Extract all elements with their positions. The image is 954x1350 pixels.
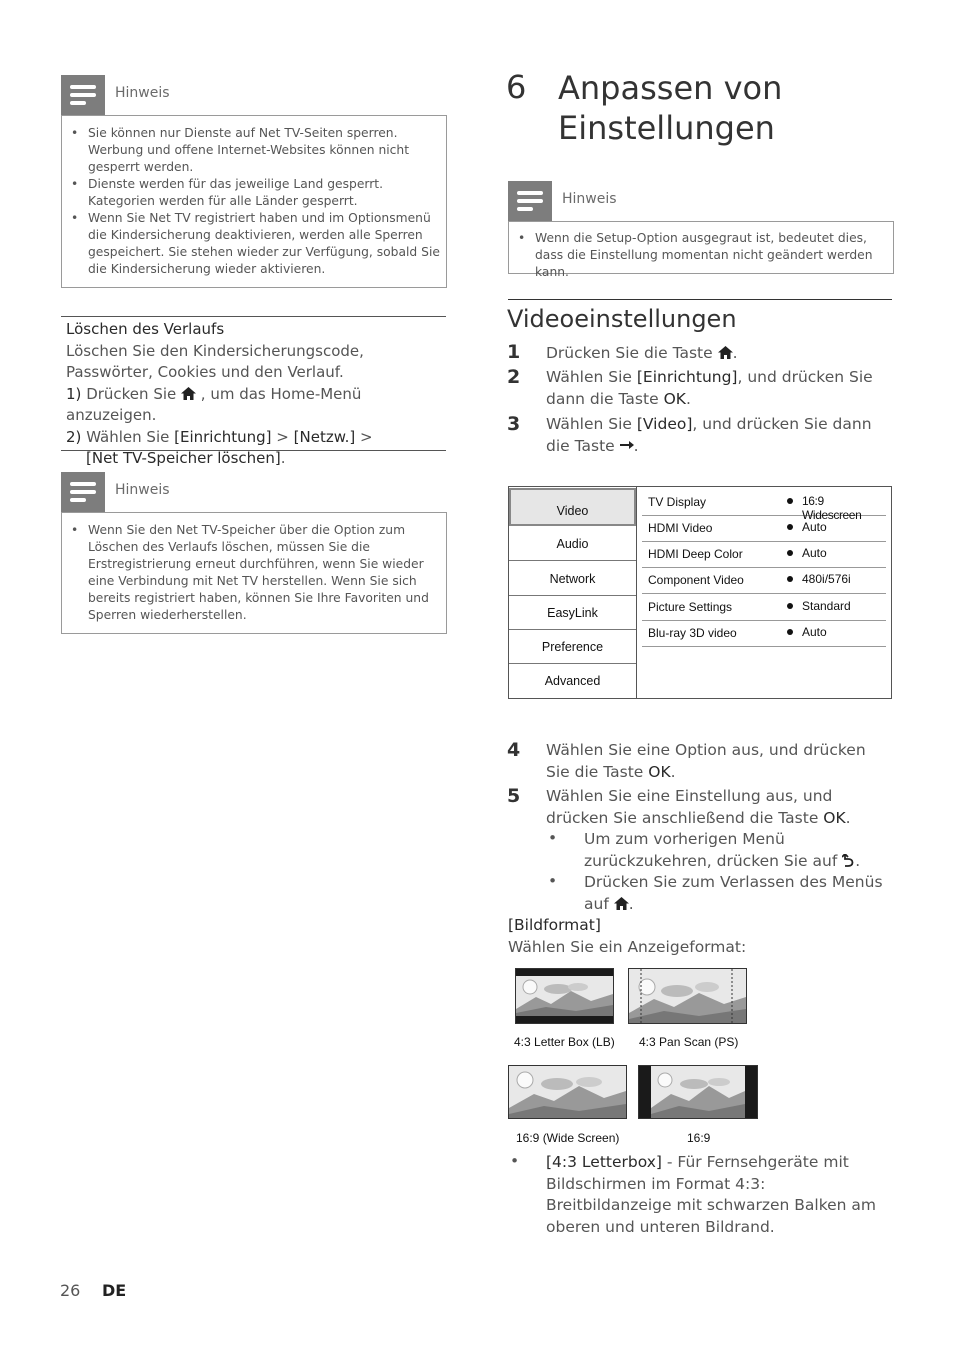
menu-row: Component Video 480i/576i	[642, 567, 886, 594]
step-text: Wählen Sie eine Option aus, und drücken Sie die Taste OK.	[546, 741, 866, 781]
history-desc: Löschen Sie den Kindersicherungscode, Passwörter, Cookies und den Verlauf.	[66, 341, 364, 381]
step-text: Drücken Sie die Taste .	[546, 344, 738, 362]
menu-category-list	[509, 487, 637, 698]
step-number: 5	[507, 785, 521, 807]
step-number: 4	[507, 739, 521, 761]
note-label: Hinweis	[115, 85, 170, 101]
aspect-label: 4:3 Letter Box (LB)	[514, 1035, 615, 1049]
note-bullet: • Dienste werden für das jeweilige Land gesperrt. Kategorien werden für alle Länder gesperrt.	[62, 176, 440, 210]
menu-item-easylink: EasyLink	[509, 596, 636, 630]
right-arrow-icon	[620, 437, 634, 455]
menu-row: Blu-ray 3D video Auto	[642, 620, 886, 647]
aspect-panscan-image	[628, 968, 747, 1024]
note-bullet: • Sie können nur Dienste auf Net TV-Seiten sperren. Werbung und offene Internet-Websites können nicht gesperrt werden.	[62, 125, 440, 176]
section-rule	[61, 450, 446, 451]
aspect-169-image	[638, 1065, 758, 1119]
history-section	[66, 319, 446, 470]
note-icon	[508, 181, 552, 221]
page-number: 26	[60, 1281, 81, 1300]
menu-row: HDMI Video Auto	[642, 515, 886, 542]
note-box	[61, 115, 447, 288]
bildformat-desc: Wählen Sie ein Anzeigeformat:	[508, 937, 747, 956]
sub-bullet: •	[548, 829, 558, 847]
step-number: 1	[507, 341, 521, 363]
note-header	[61, 472, 447, 512]
bullet-icon	[787, 550, 793, 556]
note-label: Hinweis	[115, 482, 170, 498]
menu-item-preference: Preference	[509, 630, 636, 664]
menu-item-video: Video	[509, 488, 636, 526]
step-number: 3	[507, 413, 521, 435]
bullet: •	[510, 1152, 520, 1170]
note-label: Hinweis	[562, 191, 617, 207]
note-bullet: • Wenn die Setup-Option ausgegraut ist, bedeutet dies, dass die Einstellung momentan nicht geändert werden kann.	[509, 230, 885, 281]
menu-row: HDMI Deep Color Auto	[642, 541, 886, 568]
menu-item-audio: Audio	[509, 527, 636, 561]
menu-row: Picture Settings Standard	[642, 594, 886, 621]
bildformat-section	[508, 915, 892, 958]
note-icon	[61, 472, 105, 512]
home-icon	[718, 344, 733, 362]
back-icon	[842, 852, 855, 870]
chapter-title: Anpassen von Einstellungen	[558, 69, 783, 147]
sub-bullet-text: Drücken Sie zum Verlassen des Menüs auf .	[584, 873, 883, 913]
note-bullet: • Wenn Sie den Net TV-Speicher über die Option zum Löschen des Verlaufs löschen, müssen Sie die Erstregistrierung erneut durchführen, wenn Sie wieder eine Verbindung mit Net TV herstellen. Wenn Sie sich bereits registriert haben, können Sie Ihre Favoriten und Sperren wiederherstellen.	[62, 522, 436, 624]
menu-item-advanced: Advanced	[544, 674, 601, 688]
sub-bullet-text: Um zum vorherigen Menü zurückzukehren, drücken Sie auf .	[584, 830, 861, 870]
bildformat-title: [Bildformat]	[508, 916, 601, 934]
note-box	[61, 512, 447, 634]
sub-bullet: •	[548, 872, 558, 890]
aspect-label: 16:9	[687, 1131, 711, 1145]
note-box	[508, 221, 894, 279]
history-step-2: 2) Wählen Sie [Einrichtung] > [Netzw.] >	[66, 427, 373, 446]
setup-menu-screenshot	[508, 486, 892, 699]
step-number: 2	[507, 366, 521, 388]
section-rule	[508, 299, 892, 300]
section-title: Videoeinstellungen	[507, 305, 737, 333]
bullet-icon	[787, 498, 793, 504]
menu-row: TV Display 16:9 Widescreen	[642, 489, 886, 516]
section-rule	[61, 316, 446, 317]
home-icon	[181, 385, 201, 403]
bullet-icon	[787, 524, 793, 530]
step-text: Wählen Sie [Video], und drücken Sie dann die Taste .	[546, 415, 872, 455]
step-text: Wählen Sie eine Einstellung aus, und drücken Sie anschließend die Taste OK.	[546, 787, 851, 827]
aspect-label: 4:3 Pan Scan (PS)	[639, 1035, 739, 1049]
note-bullet: • Wenn Sie Net TV registriert haben und im Optionsmenü die Kindersicherung deaktivieren, werden alle Sperren gespeichert. Sie stehen wieder zur Verfügung, sobald Sie die Kindersicherung wieder aktivieren.	[62, 210, 440, 278]
menu-item-network: Network	[509, 562, 636, 596]
home-icon	[614, 895, 629, 913]
chapter-number: 6	[506, 68, 527, 106]
bullet-icon	[787, 576, 793, 582]
note-header	[508, 181, 894, 221]
language-code: DE	[102, 1281, 127, 1300]
aspect-letterbox-image	[515, 968, 614, 1024]
note-icon	[61, 75, 105, 115]
letterbox-desc: [4:3 Letterbox] - Für Fernsehgeräte mit Bildschirmen im Format 4:3: Breitbildanzeige mit schwarzen Balken am oberen und unteren Bildrand.	[546, 1153, 877, 1236]
history-step-2-cont: [Net TV-Speicher löschen].	[86, 449, 286, 467]
bullet-icon	[787, 629, 793, 635]
aspect-label: 16:9 (Wide Screen)	[516, 1131, 620, 1145]
note-header	[61, 75, 447, 115]
bullet-icon	[787, 603, 793, 609]
step-text: Wählen Sie [Einrichtung], und drücken Sie dann die Taste OK.	[546, 368, 873, 408]
history-step-1: 1) Drücken Sie , um das Home-Menü anzuzeigen.	[66, 384, 362, 424]
history-title: Löschen des Verlaufs	[66, 320, 225, 338]
aspect-widescreen-image	[508, 1065, 627, 1119]
